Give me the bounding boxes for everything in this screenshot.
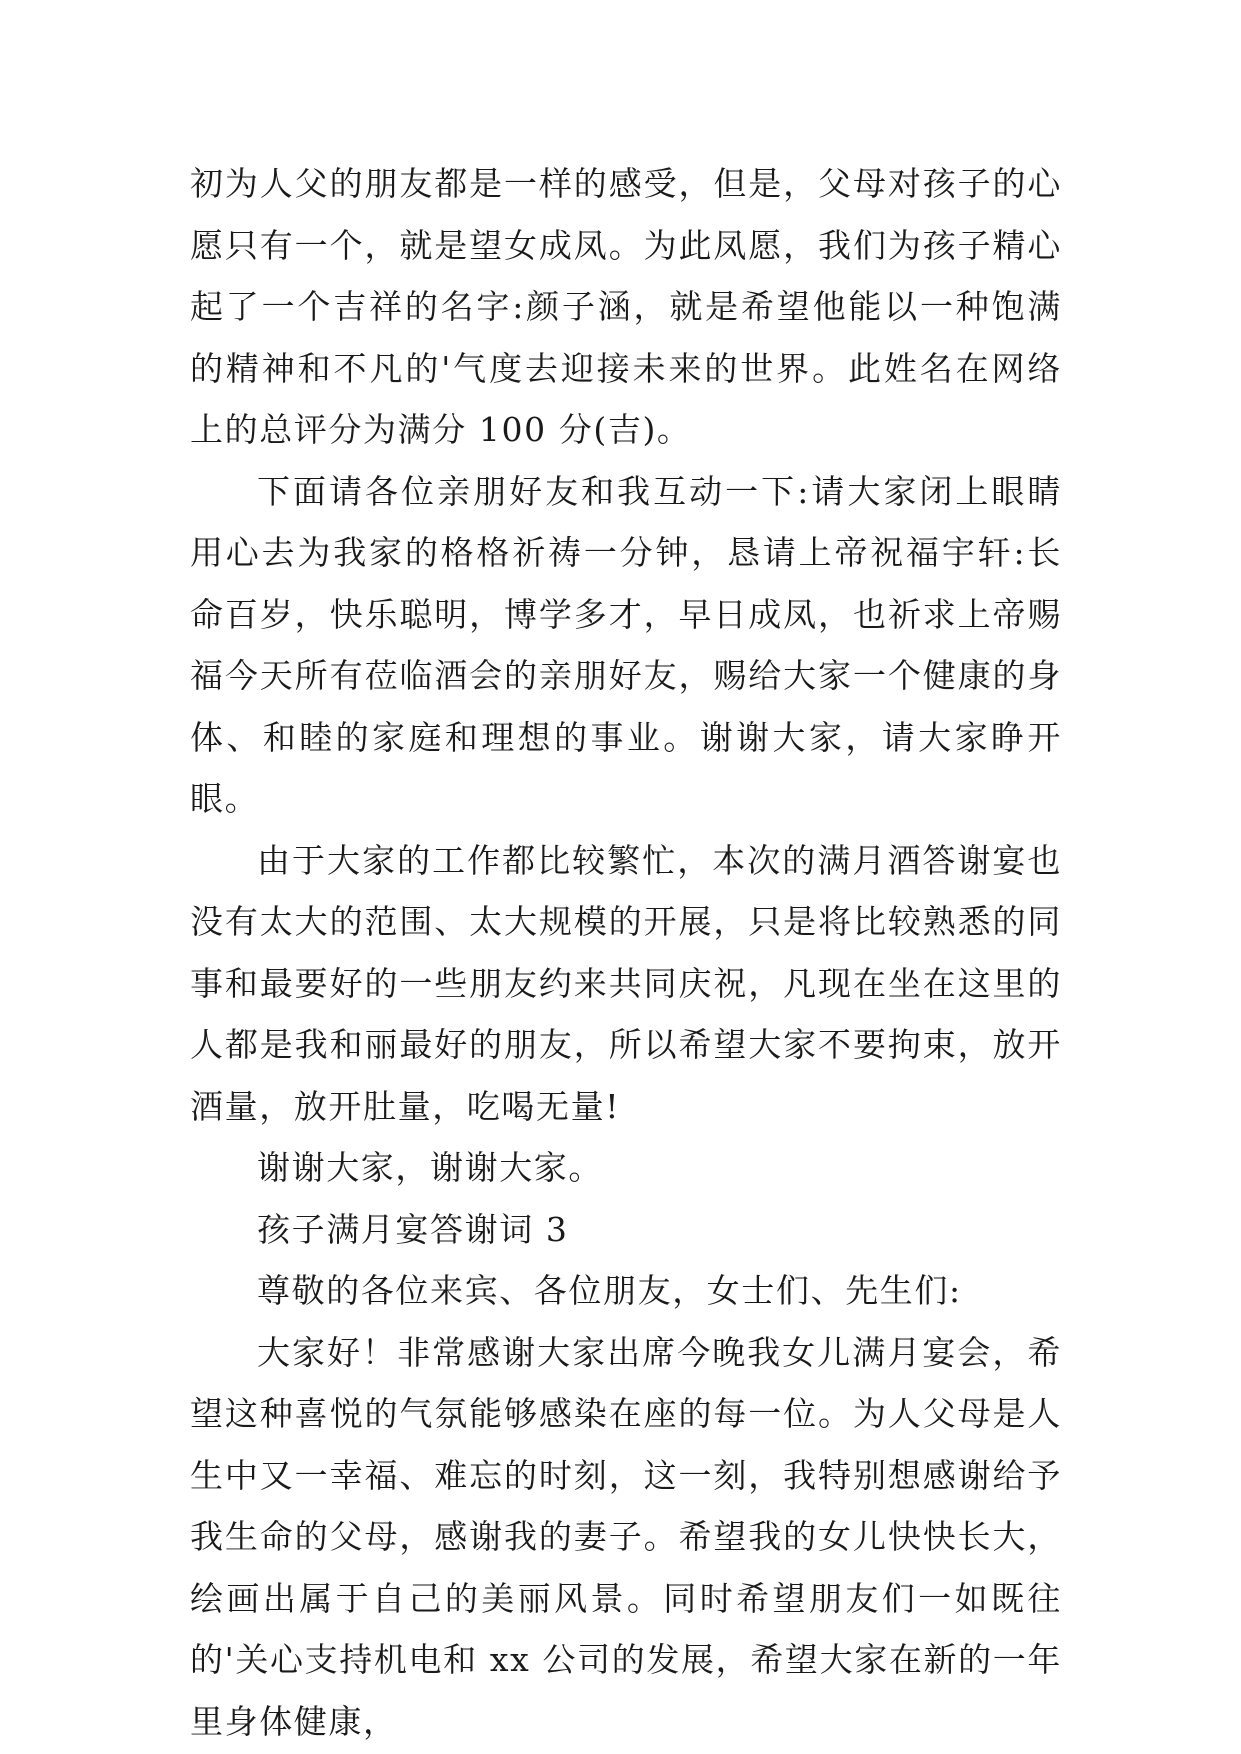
paragraph-1: 初为人父的朋友都是一样的感受，但是，父母对孩子的心愿只有一个，就是望女成凤。为此凤愿，我们为孩子精心起了一个吉祥的名字:颜子涵，就是希望他能以一种饱满的精神和不凡的'气度去迎接未来的世界。此姓名在网络上的总评分为满分 100 分(吉)。	[190, 164, 1062, 449]
paragraph-3: 由于大家的工作都比较繁忙，本次的满月酒答谢宴也没有太大的范围、太大规模的开展，只是将比较熟悉的同事和最要好的一些朋友约来共同庆祝，凡现在坐在这里的人都是我和丽最好的朋友，所以希望大家不要拘束，放开酒量，放开肚量，吃喝无量!	[190, 840, 1062, 1126]
salutation: 尊敬的各位来宾、各位朋友，女士们、先生们:	[257, 1271, 962, 1310]
paragraph-4: 谢谢大家，谢谢大家。	[257, 1148, 603, 1187]
paragraph-2: 下面请各位亲朋好友和我互动一下:请大家闭上眼睛用心去为我家的格格祈祷一分钟，恳请上帝祝福宇轩:长命百岁，快乐聪明，博学多才，早日成凤，也祈求上帝赐福今天所有莅临酒会的亲朋好友，赐给大家一个健康的身体、和睦的家庭和理想的事业。谢谢大家，请大家睁开眼。	[190, 471, 1062, 818]
section-heading: 孩子满月宴答谢词 3	[257, 1209, 569, 1249]
document-body	[190, 153, 1062, 1752]
paragraph-7: 大家好！非常感谢大家出席今晚我女儿满月宴会，希望这种喜悦的气氛能够感染在座的每一位。为人父母是人生中又一幸福、难忘的时刻，这一刻，我特别想感谢给予我生命的父母，感谢我的妻子。希望我的女儿快快长大，绘画出属于自己的美丽风景。同时希望朋友们一如既往的'关心支持机电和 xx 公司的发展，希望大家在新的一年里身体健康，	[190, 1332, 1062, 1741]
